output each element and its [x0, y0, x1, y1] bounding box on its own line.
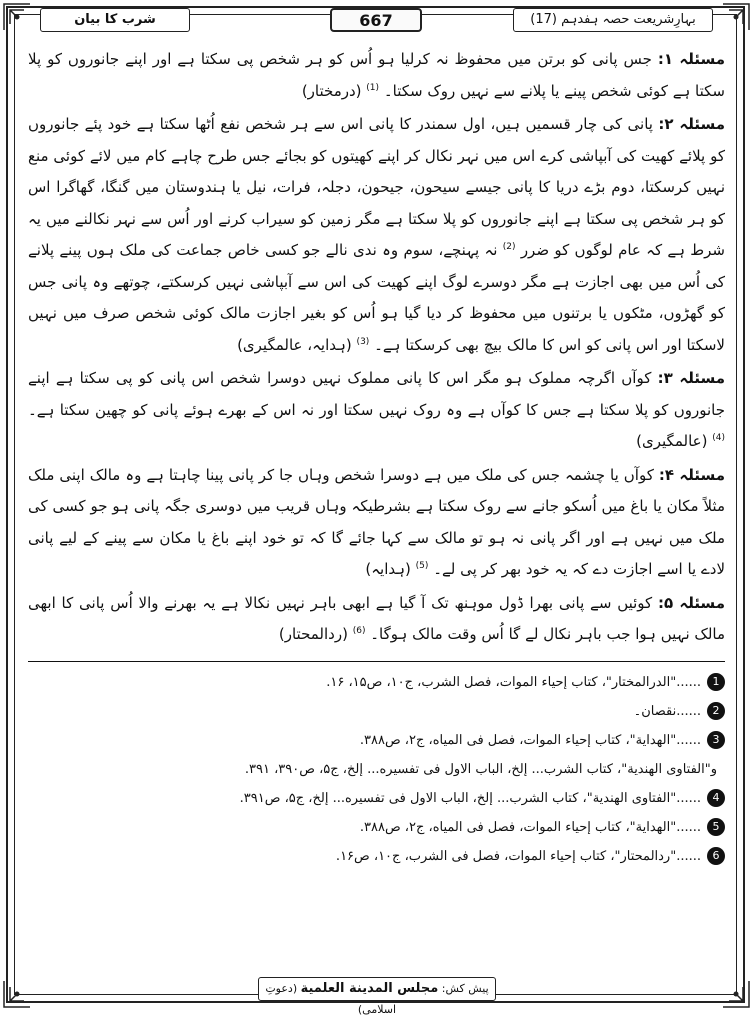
- footnote-text: ......"الدرالمختار"، کتاب إحیاء الموات، فصل الشرب، ج۱۰، ص۱۵، ۱۶.: [326, 674, 701, 690]
- footnote-divider: [28, 661, 725, 662]
- footnote-6: [28, 842, 725, 871]
- page-footer: [0, 975, 753, 1016]
- masala-source: (درمختار): [301, 81, 362, 100]
- masala-4: [28, 460, 725, 586]
- masala-text: جس پانی کو برتن میں محفوظ نہ کرلیا ہو اُس کو ہر شخص پی سکتا ہے اور اپنے جانوروں کو پلا سکتا ہے کوئی شخص پینے یا پلانے سے نہیں روک سکتا۔: [28, 50, 725, 100]
- footnote-ref: (6): [352, 626, 366, 636]
- footnote-number: 1: [707, 673, 725, 691]
- footnote-ref: (4): [712, 433, 725, 443]
- footnote-ref: (2): [502, 242, 516, 252]
- presented-by-label: پیش کش:: [441, 982, 489, 995]
- footnote-3-continued: [28, 755, 725, 784]
- publisher-box: [258, 977, 496, 1016]
- masala-source: (ہدایہ): [365, 560, 411, 578]
- masala-5: [28, 588, 725, 651]
- publisher-name: مجلس المدينة العلمية: [300, 981, 439, 996]
- footnote-number: 6: [707, 847, 725, 865]
- footnote-number: 2: [707, 702, 725, 720]
- masala-label: مسئلہ ۱:: [657, 50, 725, 68]
- page-header: [0, 8, 753, 34]
- footnote-ref: (3): [356, 336, 370, 347]
- chapter-title: شرب کا بیان: [40, 8, 190, 32]
- masala-text: کوآں یا چشمہ جس کی ملک میں ہے دوسرا شخص وہاں جا کر پانی پینا چاہتا ہے وہ مالک اپنی ملک مثلاً مکان یا باغ میں اُسکو جانے سے روک سکتا ہے بشرطیکہ وہاں قریب میں دوسری جگہ پانی ہو جو کسی کی ملک میں نہیں ہے اور اگر پانی نہ ہو تو مالک سے کہا جائے گا کہ تو خود اپنے باغ یا مکان سے پینے کے لیے پانی لادے یا اسے اجازت دے کہ یہ خود بھر کر پی لے۔: [28, 465, 725, 578]
- masala-text: کوئیں سے پانی بھرا ڈول موہنھ تک آ گیا ہے ابھی باہر نہیں نکالا ہے یہ بھرنے والا اُس پانی کا ابھی مالک نہیں ہوا جب باہر نکال لے گا اُس وقت مالک ہوگا۔: [28, 593, 725, 643]
- footnote-number: 5: [707, 818, 725, 836]
- book-title: بہارِشریعت حصہ ہفدہم (17): [513, 8, 713, 32]
- masala-3: [28, 363, 725, 458]
- page-body: [28, 44, 725, 871]
- footnote-3: [28, 726, 725, 755]
- footnote-ref: (5): [415, 561, 429, 571]
- footnote-ref: (1): [366, 82, 380, 93]
- masala-label: مسئلہ ۳:: [657, 369, 725, 387]
- masala-text: پانی کی چار قسمیں ہیں، اول سمندر کا پانی اس سے ہر شخص نفع اُٹھا سکتا ہے خود پئے جانوروں کو پلائے کھیت کی آبپاشی کرے اس میں نہر نکال کر اپنے کھیتوں کو بجائے جس طرح چاہے کام میں لائے کوئی منع نہیں کرسکتا، دوم بڑے دریا کا پانی جیسے سیحون، جیحون، دجلہ، فرات، نیل یا ہندوستان میں گنگا، گھاگرا اس کو ہر شخص پی سکتا ہے اپنے جانوروں کو پلا سکتا ہے مگر زمین کو سیراب کرنے اور اُس سے نہر نکالنے میں یہ شرط ہے کہ عام لوگوں کو ضرر: [28, 115, 726, 259]
- footnote-text: ......"ردالمحتار"، کتاب إحیاء الموات، فصل فی الشرب، ج۱۰، ص۱۶.: [335, 848, 701, 864]
- masala-label: مسئلہ ۴:: [658, 465, 725, 484]
- publisher-note: (دعوتِ اسلامی): [265, 982, 397, 1016]
- footnotes: [28, 668, 725, 871]
- masala-1: [28, 44, 725, 107]
- page-number: 667: [330, 8, 422, 32]
- footnote-4: [28, 784, 725, 813]
- footnote-number: 3: [707, 731, 725, 749]
- masala-2: [28, 109, 725, 361]
- footnote-number: 4: [707, 789, 725, 807]
- footnote-text: و"الفتاوى الهندية"، کتاب الشرب... إلخ، الباب الاول فی تفسیره... إلخ، ج۵، ص۳۹۰، ۳۹۱.: [244, 761, 717, 777]
- masala-text-continued: نہ پہنچے، سوم وہ ندی نالے جو کسی خاص جماعت کی ملک ہوں پینے پلانے کی اُس میں بھی اجازت ہے مگر دوسرے لوگ اپنے کھیت کی اس سے آبپاشی نہیں کرسکتے، چوتھے وہ پانی جس کو گھڑوں، مٹکوں یا برتنوں میں محفوظ کر دیا گیا ہو اُس کو بغیر اجازت مالک کوئی شخص صرف میں نہیں لاسکتا اور اس پانی کو اس کا مالک بیچ بھی کرسکتا ہے۔: [28, 241, 725, 354]
- masala-source: (ہدایہ، عالمگیری): [237, 335, 352, 354]
- footnote-5: [28, 813, 725, 842]
- masala-label: مسئلہ ۲:: [658, 115, 725, 133]
- footnote-2: [28, 697, 725, 726]
- masala-label: مسئلہ ۵:: [658, 593, 725, 612]
- footnote-text: ......نقصان۔: [633, 703, 701, 719]
- footnote-text: ......"الهداية"، کتاب إحیاء الموات، فصل فی المیاه، ج۲، ص۳۸۸.: [359, 732, 701, 748]
- masala-source: (ردالمحتار): [278, 625, 348, 643]
- footnote-1: [28, 668, 725, 697]
- masala-text: کوآں اگرچہ مملوک ہو مگر اس کا پانی مملوک نہیں دوسرا شخص اس پانی کو پی سکتا ہے اپنے جانوروں کو پلا سکتا ہے جس کا کوآں ہے وہ روک نہیں سکتا اور نہ اس کے بھرے ہوئے پانی کو چھین سکتا ہے۔: [28, 369, 725, 419]
- footnote-text: ......"الفتاوى الهندية"، کتاب الشرب... إلخ، الباب الاول فی تفسیره... إلخ، ج۵، ص۳۹۱.: [239, 790, 701, 806]
- masala-source: (عالمگیری): [636, 432, 708, 450]
- footnote-text: ......"الهداية"، کتاب إحیاء الموات، فصل فی المیاه، ج۲، ص۳۸۸.: [359, 819, 701, 835]
